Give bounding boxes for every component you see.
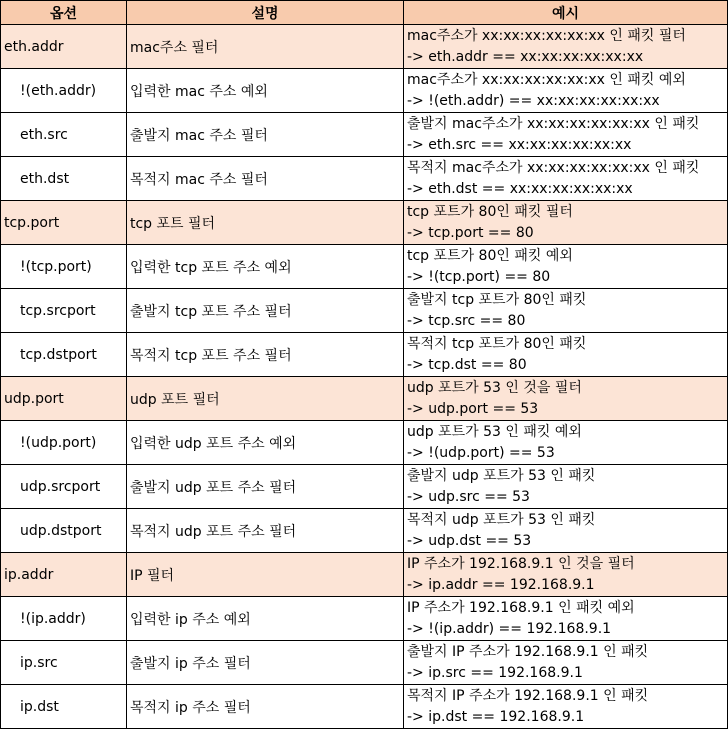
example-command: -> tcp.dst == 80 bbox=[407, 356, 527, 373]
example-cell bbox=[404, 69, 728, 113]
example-line: mac주소가 xx:xx:xx:xx:xx:xx 인 패킷 필터 bbox=[407, 27, 686, 44]
example-line: 목적지 udp 포트가 53 인 패킷 bbox=[407, 511, 596, 528]
description-cell: 입력한 udp 포트 주소 예외 bbox=[127, 421, 404, 465]
option-cell: tcp.port bbox=[1, 201, 127, 245]
description-cell: tcp 포트 필터 bbox=[127, 201, 404, 245]
example-cell bbox=[404, 597, 728, 641]
example-line: 출발지 udp 포트가 53 인 패킷 bbox=[407, 467, 596, 484]
option-cell: udp.dstport bbox=[1, 509, 127, 553]
example-line: IP 주소가 192.168.9.1 인 패킷 예외 bbox=[407, 599, 635, 616]
table-row bbox=[1, 509, 728, 553]
example-cell bbox=[404, 201, 728, 245]
example-line: IP 주소가 192.168.9.1 인 것을 필터 bbox=[407, 555, 635, 572]
option-cell: !(tcp.port) bbox=[1, 245, 127, 289]
description-cell: 입력한 mac 주소 예외 bbox=[127, 69, 404, 113]
description-cell: 입력한 tcp 포트 주소 예외 bbox=[127, 245, 404, 289]
example-command: -> tcp.port == 80 bbox=[407, 224, 534, 241]
example-cell bbox=[404, 113, 728, 157]
description-cell: IP 필터 bbox=[127, 553, 404, 597]
table-row bbox=[1, 245, 728, 289]
description-cell: 목적지 tcp 포트 주소 필터 bbox=[127, 333, 404, 377]
example-line: 출발지 tcp 포트가 80인 패킷 bbox=[407, 291, 587, 308]
table-row bbox=[1, 25, 728, 69]
example-line: 출발지 IP 주소가 192.168.9.1 인 패킷 bbox=[407, 643, 649, 660]
example-command: -> udp.src == 53 bbox=[407, 488, 530, 505]
table-row bbox=[1, 465, 728, 509]
description-cell: 목적지 ip 주소 필터 bbox=[127, 685, 404, 729]
example-cell bbox=[404, 25, 728, 69]
option-cell: eth.addr bbox=[1, 25, 127, 69]
example-cell bbox=[404, 553, 728, 597]
table-row bbox=[1, 113, 728, 157]
table-row bbox=[1, 201, 728, 245]
example-cell bbox=[404, 509, 728, 553]
example-command: -> !(tcp.port) == 80 bbox=[407, 268, 551, 285]
table-row bbox=[1, 553, 728, 597]
example-line: mac주소가 xx:xx:xx:xx:xx:xx 인 패킷 예외 bbox=[407, 71, 686, 88]
example-command: -> ip.addr == 192.168.9.1 bbox=[407, 576, 595, 593]
option-cell: eth.dst bbox=[1, 157, 127, 201]
option-cell: !(ip.addr) bbox=[1, 597, 127, 641]
table-row bbox=[1, 157, 728, 201]
description-cell: mac주소 필터 bbox=[127, 25, 404, 69]
description-cell: 입력한 ip 주소 예외 bbox=[127, 597, 404, 641]
example-cell bbox=[404, 641, 728, 685]
example-cell bbox=[404, 465, 728, 509]
header-example: 예시 bbox=[404, 1, 728, 25]
example-command: -> !(ip.addr) == 192.168.9.1 bbox=[407, 620, 612, 637]
example-cell bbox=[404, 685, 728, 729]
example-cell bbox=[404, 377, 728, 421]
example-command: -> udp.dst == 53 bbox=[407, 532, 532, 549]
example-cell bbox=[404, 157, 728, 201]
example-line: 목적지 mac주소가 xx:xx:xx:xx:xx:xx 인 패킷 bbox=[407, 159, 700, 176]
example-command: -> !(eth.addr) == xx:xx:xx:xx:xx:xx bbox=[407, 92, 660, 109]
example-command: -> ip.src == 192.168.9.1 bbox=[407, 664, 583, 681]
table-row bbox=[1, 289, 728, 333]
example-command: -> eth.src == xx:xx:xx:xx:xx:xx bbox=[407, 136, 632, 153]
example-command: -> !(udp.port) == 53 bbox=[407, 444, 555, 461]
header-description: 설명 bbox=[127, 1, 404, 25]
table-row bbox=[1, 333, 728, 377]
example-command: -> ip.dst == 192.168.9.1 bbox=[407, 708, 585, 725]
option-cell: ip.dst bbox=[1, 685, 127, 729]
table-row bbox=[1, 685, 728, 729]
example-cell bbox=[404, 245, 728, 289]
table-row bbox=[1, 597, 728, 641]
description-cell: 출발지 ip 주소 필터 bbox=[127, 641, 404, 685]
description-cell: 출발지 tcp 포트 주소 필터 bbox=[127, 289, 404, 333]
example-line: tcp 포트가 80인 패킷 예외 bbox=[407, 247, 573, 264]
option-cell: ip.src bbox=[1, 641, 127, 685]
example-cell bbox=[404, 289, 728, 333]
table-row bbox=[1, 421, 728, 465]
description-cell: 목적지 mac 주소 필터 bbox=[127, 157, 404, 201]
example-line: udp 포트가 53 인 패킷 예외 bbox=[407, 423, 582, 440]
option-cell: ip.addr bbox=[1, 553, 127, 597]
description-cell: udp 포트 필터 bbox=[127, 377, 404, 421]
example-command: -> udp.port == 53 bbox=[407, 400, 539, 417]
description-cell: 출발지 mac 주소 필터 bbox=[127, 113, 404, 157]
example-line: 목적지 IP 주소가 192.168.9.1 인 패킷 bbox=[407, 687, 649, 704]
table-row bbox=[1, 641, 728, 685]
example-line: 목적지 tcp 포트가 80인 패킷 bbox=[407, 335, 587, 352]
table-row bbox=[1, 377, 728, 421]
example-cell bbox=[404, 333, 728, 377]
example-command: -> eth.dst == xx:xx:xx:xx:xx:xx bbox=[407, 180, 633, 197]
option-cell: eth.src bbox=[1, 113, 127, 157]
example-line: udp 포트가 53 인 것을 필터 bbox=[407, 379, 582, 396]
example-line: 출발지 mac주소가 xx:xx:xx:xx:xx:xx 인 패킷 bbox=[407, 115, 700, 132]
header-option: 옵션 bbox=[1, 1, 127, 25]
example-command: -> eth.addr == xx:xx:xx:xx:xx:xx bbox=[407, 48, 644, 65]
table-row bbox=[1, 69, 728, 113]
description-cell: 목적지 udp 포트 주소 필터 bbox=[127, 509, 404, 553]
option-cell: tcp.srcport bbox=[1, 289, 127, 333]
option-cell: !(eth.addr) bbox=[1, 69, 127, 113]
description-cell: 출발지 udp 포트 주소 필터 bbox=[127, 465, 404, 509]
option-cell: udp.port bbox=[1, 377, 127, 421]
example-line: tcp 포트가 80인 패킷 필터 bbox=[407, 203, 573, 220]
option-cell: udp.srcport bbox=[1, 465, 127, 509]
option-cell: tcp.dstport bbox=[1, 333, 127, 377]
example-cell bbox=[404, 421, 728, 465]
header-row bbox=[1, 1, 728, 25]
example-command: -> tcp.src == 80 bbox=[407, 312, 526, 329]
option-cell: !(udp.port) bbox=[1, 421, 127, 465]
